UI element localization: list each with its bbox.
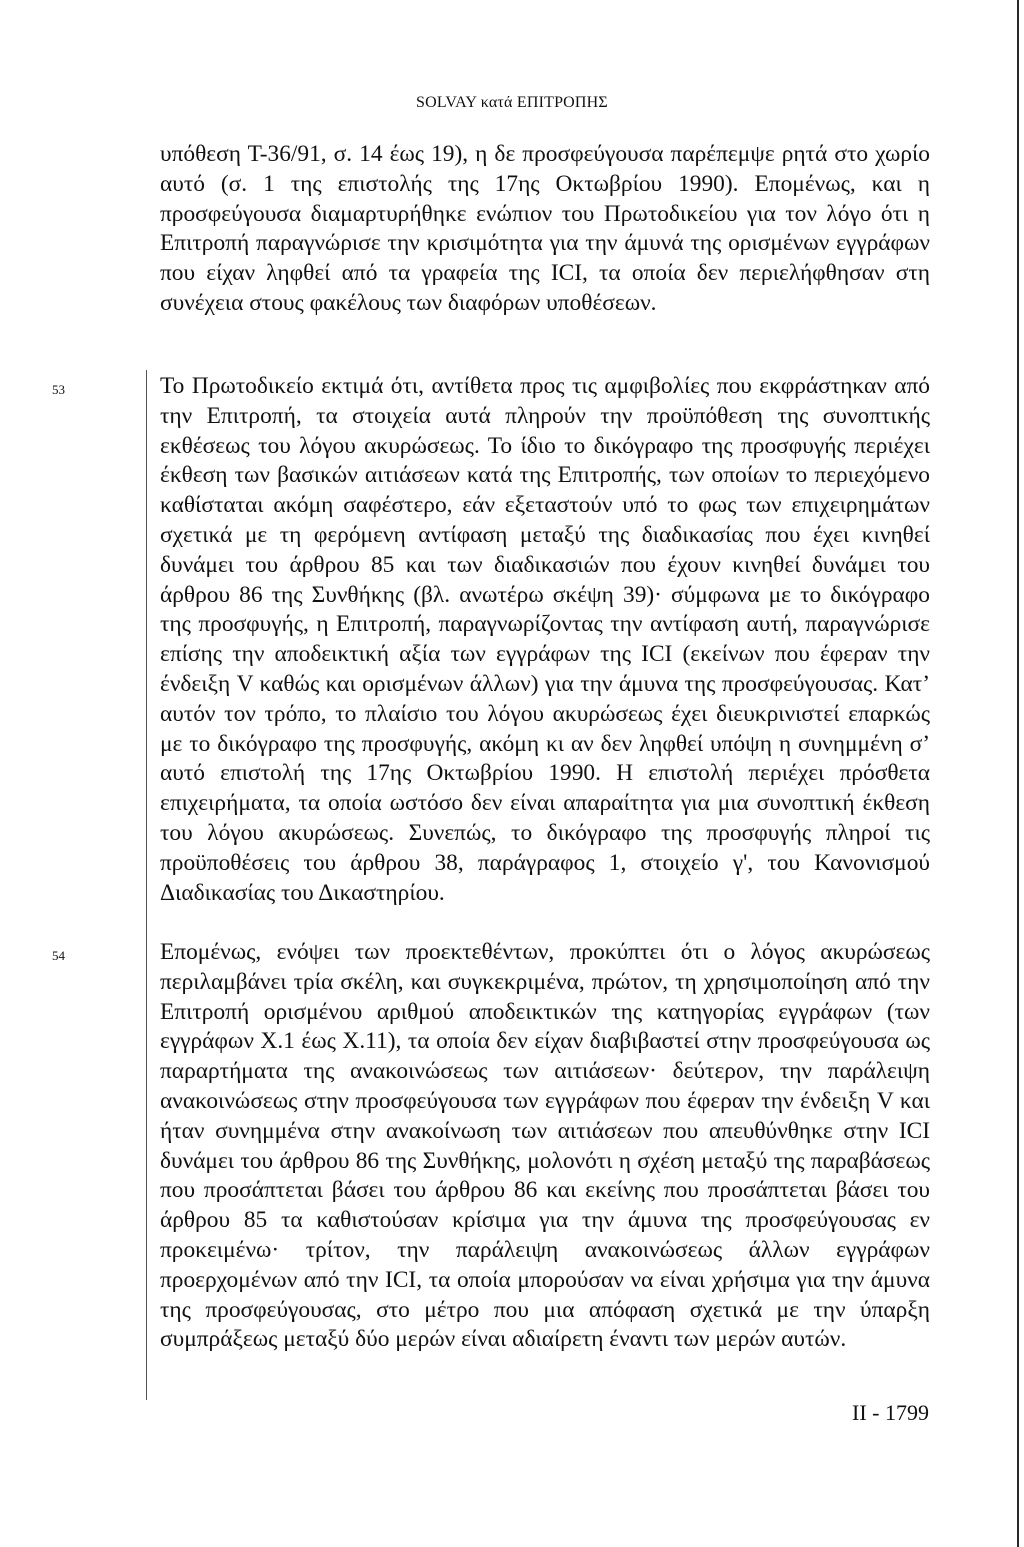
paragraph-continued: υπόθεση Τ-36/91, σ. 14 έως 19), η δε προσφεύγουσα παρέπεμψε ρητά στο χωρίο αυτό (σ. 1 της επιστολής της 17ης Οκτωβρίου 1990). Επομένως, και η προσφεύγουσα διαμαρτυρήθηκε ενώπιον του Πρωτοδικείου για τον λόγο ότι η Επιτροπή παραγνώρισε την κρισιμότητα για την άμυνά της ορισμένων εγγράφων που είχαν ληφθεί από τα γραφεία της ICI, τα οποία δεν περιελήφθησαν στη συνέχεια στους φακέλους των διαφόρων υποθέσεων. [160,141,930,316]
paragraph-53: Το Πρωτοδικείο εκτιμά ότι, αντίθετα προς τις αμφιβολίες που εκφράστηκαν από την Επιτροπή, τα στοιχεία αυτά πληρούν την προϋπόθεση της συνοπτικής εκθέσεως του λόγου ακυρώσεως. Το ίδιο το δικόγραφο της προσφυγής περιέχει έκθεση των βασικών αιτιάσεων κατά της Επιτροπής, των οποίων το περιεχόμενο καθίσταται ακόμη σαφέστερο, εάν εξεταστούν υπό το φως των επιχειρημάτων σχετικά με τη φερόμενη αντίφαση μεταξύ της διαδικασίας που έχει κινηθεί δυνάμει του άρθρου 85 και των διαδικασιών που έχουν κινηθεί δυνάμει του άρθρου 86 της Συνθήκης (βλ. ανωτέρω σκέψη 39)· σύμφωνα με το δικόγραφο της προσφυγής, η Επιτροπή, παραγνωρίζοντας την αντίφαση αυτή, παραγνώρισε επίσης την αποδεικτική αξία των εγγράφων της ICI (εκείνων που έφεραν την ένδειξη V καθώς και ορισμένων άλλων) για την άμυνα της προσφεύγουσας. Κατ’ αυτόν τον τρόπο, το πλαίσιο του λόγου ακυρώσεως έχει διευκρινιστεί επαρκώς με το δικόγραφο της προσφυγής, ακόμη κι αν δεν ληφθεί υπόψη η συνημμένη σ’ αυτό επιστολή της 17ης Οκτωβρίου 1990. Η επιστολή περιέχει πρόσθετα επιχειρήματα, τα οποία ωστόσο δεν είναι απαραίτητα για μια συνοπτική έκθεση του λόγου ακυρώσεως. Συνεπώς, το δικόγραφο της προσφυγής πληροί τις προϋποθέσεις του άρθρου 38, παράγραφος 1, στοιχείο γ', του Κανονισμού Διαδικασίας του Δικαστηρίου. [160,373,930,906]
paragraph-number-54: 54 [52,948,65,963]
paragraph-number-53: 53 [52,382,65,397]
paragraph-54: Επομένως, ενόψει των προεκτεθέντων, προκύπτει ότι ο λόγος ακυρώσεως περιλαμβάνει τρία σκέλη, και συγκεκριμένα, πρώτον, τη χρησιμοποίηση από την Επιτροπή ορισμένου αριθμού αποδεικτικών της κατηγορίας εγγράφων (των εγγράφων Χ.1 έως Χ.11), τα οποία δεν είχαν διαβιβαστεί στην προσφεύγουσα ως παραρτήματα της ανακοινώσεως των αιτιάσεων· δεύτερον, την παράλειψη ανακοινώσεως στην προσφεύγουσα των εγγράφων που έφεραν την ένδειξη V και ήταν συνημμένα στην ανακοίνωση των αιτιάσεων που απευθύνθηκε στην ICI δυνάμει του άρθρου 86 της Συνθήκης, μολονότι η σχέση μεταξύ της παραβάσεως που προσάπτεται βάσει του άρθρου 86 και εκείνης που προσάπτεται βάσει του άρθρου 85 τα καθιστούσαν κρίσιμα για την άμυνα της προσφεύγουσας εν προκειμένω· τρίτον, την παράλειψη ανακοινώσεως άλλων εγγράφων προερχομένων από την ICI, τα οποία μπορούσαν να είναι χρήσιμα για την άμυνα της προσφεύγουσας, στο μέτρο που μια απόφαση σχετικά με την ύπαρξη συμπράξεως μεταξύ δύο μερών είναι αδιαίρετη έναντι των μερών αυτών. [160,939,930,1353]
page-number: II - 1799 [852,1400,929,1425]
page-edge-shadow [1017,0,1019,1547]
scan-margin-line [146,370,147,1400]
running-header: SOLVAY κατά ΕΠΙΤΡΟΠΗΣ [416,94,608,111]
